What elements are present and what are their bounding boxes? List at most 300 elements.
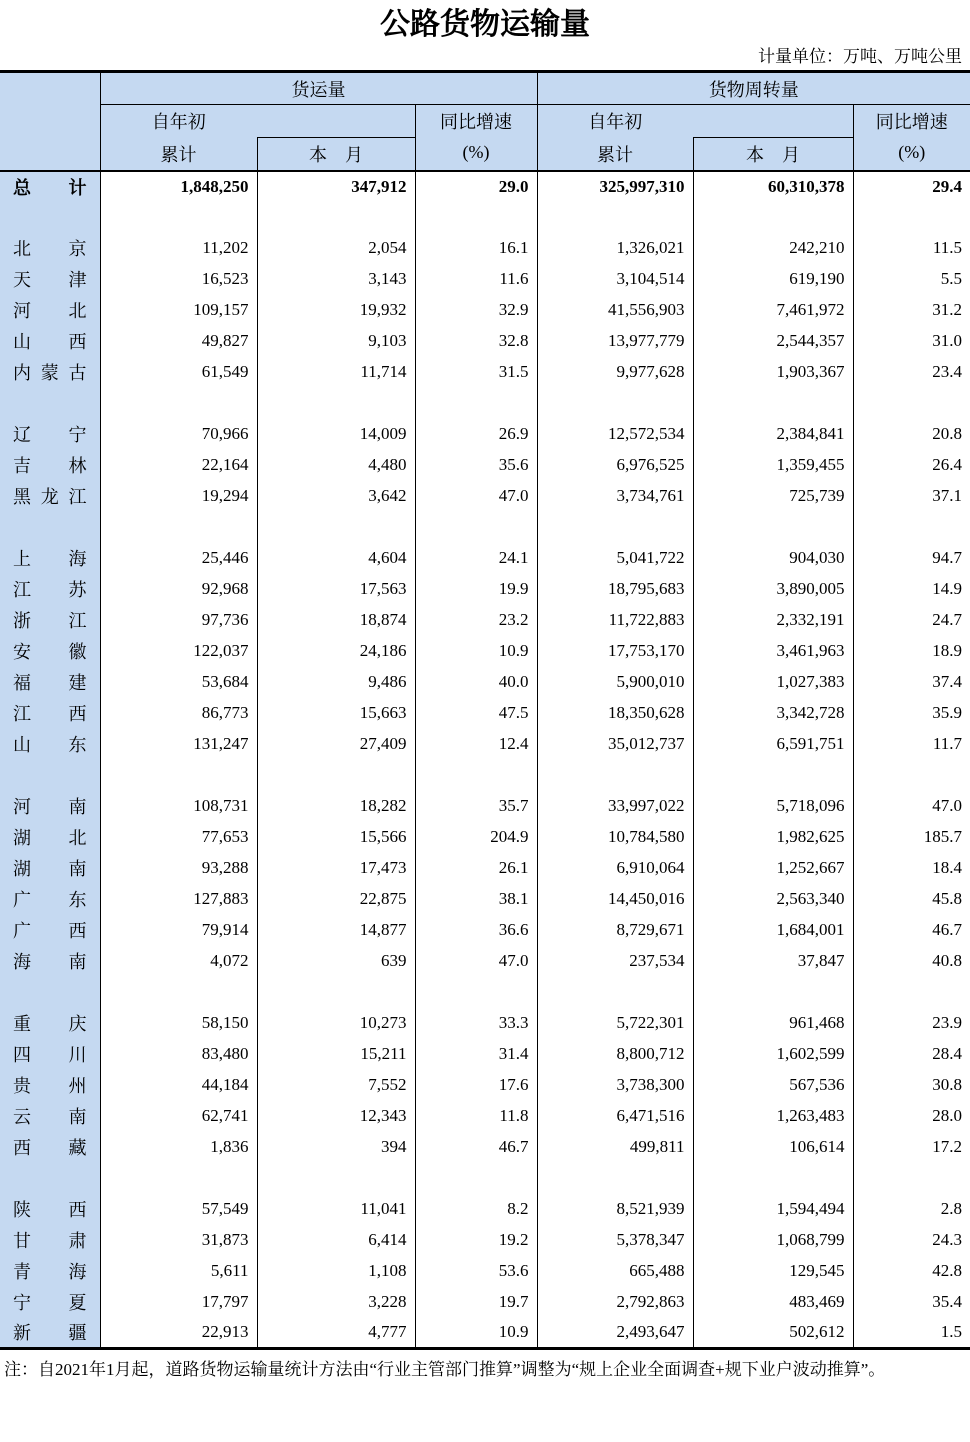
cell-货物周转量-本月: 904,030: [693, 543, 853, 574]
cell-货物周转量-本月: 483,469: [693, 1287, 853, 1318]
cell-货物周转量-同比增速(%): 94.7: [932, 548, 963, 567]
table-row: [0, 884, 970, 915]
cell-货运量-自年初累计: [100, 202, 257, 233]
cell-货运量-本月: 10,273: [257, 1008, 415, 1039]
cell-货物周转量-同比增速(%): 17.2: [932, 1137, 963, 1156]
cell-货物周转量-本月: 1,263,483: [693, 1101, 853, 1132]
cell-货物周转量-自年初累计: 14,450,016: [537, 884, 693, 915]
cell-货运量-同比增速(%): 29.0: [415, 171, 537, 202]
cell-货物周转量-自年初累计: 5,900,010: [537, 667, 693, 698]
cell-货物周转量-自年初累计: 10,784,580: [537, 822, 693, 853]
cell-货物周转量-同比增速(%): 14.9: [932, 579, 963, 598]
cell-货运量-同比增速(%): 204.9: [415, 822, 537, 853]
cell-货运量-同比增速(%): [415, 1163, 537, 1194]
yoy-volume-line2: (%): [462, 142, 490, 163]
spacer-row: [0, 388, 970, 419]
cell-货物周转量-自年初累计: 665,488: [537, 1256, 693, 1287]
yoy-turnover-line2: (%): [898, 142, 926, 163]
row-label: 海南: [0, 946, 100, 977]
cell-货运量-本月: 11,041: [257, 1194, 415, 1225]
cell-货运量-同比增速(%): [415, 388, 537, 419]
table-row: [0, 1256, 970, 1287]
cell-货运量-自年初累计: 83,480: [100, 1039, 257, 1070]
cell-货运量-自年初累计: [100, 512, 257, 543]
cell-货运量-自年初累计: 22,913: [100, 1318, 257, 1349]
table-row: [0, 1008, 970, 1039]
row-label: 湖南: [0, 853, 100, 884]
cell-货运量-本月: 18,282: [257, 791, 415, 822]
table-row: [0, 295, 970, 326]
cell-货运量-同比增速(%): 11.6: [415, 264, 537, 295]
row-label: 总计: [0, 171, 100, 202]
cell-货运量-自年初累计: 70,966: [100, 419, 257, 450]
row-label: [0, 1163, 100, 1194]
cell-货物周转量-本月: 1,602,599: [693, 1039, 853, 1070]
col-header-cumulative-turnover: 累计: [537, 138, 693, 171]
cell-货运量-同比增速(%): 24.1: [415, 543, 537, 574]
cell-货物周转量-自年初累计: 8,800,712: [537, 1039, 693, 1070]
cell-货物周转量-同比增速(%): 30.8: [932, 1075, 963, 1094]
cell-货物周转量-本月: 3,461,963: [693, 636, 853, 667]
group-header-freight-volume: 货运量: [100, 72, 537, 105]
cell-货运量-同比增速(%): 33.3: [415, 1008, 537, 1039]
cell-货物周转量-自年初累计: 12,572,534: [537, 419, 693, 450]
cell-货物周转量-同比增速(%): 18.9: [932, 641, 963, 660]
cell-货物周转量-同比增速(%): 23.4: [932, 362, 963, 381]
cell-货物周转量-同比增速(%): [853, 977, 970, 1008]
cell-货物周转量-本月: 1,068,799: [693, 1225, 853, 1256]
cell-货物周转量-本月: 3,342,728: [693, 698, 853, 729]
cell-货物周转量-本月: 60,310,378: [693, 171, 853, 202]
cell-货运量-本月: 394: [257, 1132, 415, 1163]
cell-货物周转量-本月: 1,684,001: [693, 915, 853, 946]
cell-货物周转量-同比增速(%): 2.8: [940, 1199, 963, 1218]
table-row: [0, 1194, 970, 1225]
cell-货运量-本月: [257, 202, 415, 233]
cell-货运量-本月: 347,912: [257, 171, 415, 202]
cell-货运量-自年初累计: 53,684: [100, 667, 257, 698]
cell-货运量-自年初累计: [100, 388, 257, 419]
cell-货运量-本月: 6,414: [257, 1225, 415, 1256]
cell-货运量-本月: 3,642: [257, 481, 415, 512]
cell-货物周转量-同比增速(%): 11.5: [932, 238, 963, 257]
corner-cell: [0, 72, 100, 171]
table-row: [0, 543, 970, 574]
cell-货运量-本月: [257, 388, 415, 419]
cell-货物周转量-本月: 1,359,455: [693, 450, 853, 481]
cell-货物周转量-本月: 2,384,841: [693, 419, 853, 450]
cell-货物周转量-同比增速(%): 24.7: [932, 610, 963, 629]
cell-货运量-自年初累计: 97,736: [100, 605, 257, 636]
header-group-row: [0, 72, 970, 105]
group-header-freight-turnover: 货物周转量: [537, 72, 970, 105]
cell-货物周转量-同比增速(%): 20.8: [932, 424, 963, 443]
cell-货物周转量-同比增速(%): 40.8: [932, 951, 963, 970]
cell-货运量-本月: 2,054: [257, 233, 415, 264]
cell-货物周转量-本月: [693, 202, 853, 233]
cell-货运量-同比增速(%): 40.0: [415, 667, 537, 698]
cell-货运量-自年初累计: 93,288: [100, 853, 257, 884]
cell-货物周转量-自年初累计: 5,378,347: [537, 1225, 693, 1256]
table-row: [0, 171, 970, 202]
row-label: 江西: [0, 698, 100, 729]
cell-货物周转量-自年初累计: [537, 388, 693, 419]
row-label: 辽宁: [0, 419, 100, 450]
cell-货物周转量-本月: 3,890,005: [693, 574, 853, 605]
cell-货物周转量-自年初累计: 35,012,737: [537, 729, 693, 760]
cell-货运量-本月: 9,103: [257, 326, 415, 357]
table-row: [0, 1287, 970, 1318]
cell-货物周转量-同比增速(%): 37.1: [932, 486, 963, 505]
row-label: 安徽: [0, 636, 100, 667]
row-label: 广西: [0, 915, 100, 946]
cell-货物周转量-本月: [693, 977, 853, 1008]
cell-货物周转量-同比增速(%): 24.3: [932, 1230, 963, 1249]
row-label: 陕西: [0, 1194, 100, 1225]
row-label: 贵州: [0, 1070, 100, 1101]
cell-货运量-自年初累计: 58,150: [100, 1008, 257, 1039]
cell-货物周转量-本月: 37,847: [693, 946, 853, 977]
cell-货运量-同比增速(%): 26.9: [415, 419, 537, 450]
cell-货运量-自年初累计: 44,184: [100, 1070, 257, 1101]
cell-货物周转量-自年初累计: 3,734,761: [537, 481, 693, 512]
cell-货物周转量-同比增速(%): 47.0: [932, 796, 963, 815]
cell-货物周转量-本月: 1,027,383: [693, 667, 853, 698]
cell-货运量-自年初累计: 122,037: [100, 636, 257, 667]
cell-货物周转量-自年初累计: 9,977,628: [537, 357, 693, 388]
cell-货运量-同比增速(%): 47.0: [415, 946, 537, 977]
cell-货运量-自年初累计: 31,873: [100, 1225, 257, 1256]
cell-货物周转量-自年初累计: [537, 760, 693, 791]
cell-货运量-同比增速(%): 17.6: [415, 1070, 537, 1101]
cell-货物周转量-同比增速(%): 35.4: [932, 1292, 963, 1311]
cell-货运量-本月: 4,480: [257, 450, 415, 481]
table-row: [0, 667, 970, 698]
cell-货物周转量-自年初累计: 8,729,671: [537, 915, 693, 946]
cell-货运量-同比增速(%): 8.2: [415, 1194, 537, 1225]
spacer-row: [0, 760, 970, 791]
cell-货运量-本月: 12,343: [257, 1101, 415, 1132]
cell-货物周转量-同比增速(%): 29.4: [932, 176, 963, 196]
row-label: [0, 977, 100, 1008]
cell-货物周转量-自年初累计: 5,041,722: [537, 543, 693, 574]
cell-货运量-同比增速(%): [415, 760, 537, 791]
row-label: 宁夏: [0, 1287, 100, 1318]
cell-货运量-本月: 19,932: [257, 295, 415, 326]
cell-货运量-自年初累计: 61,549: [100, 357, 257, 388]
cell-货运量-本月: 639: [257, 946, 415, 977]
table-row: [0, 1101, 970, 1132]
cell-货运量-自年初累计: 1,836: [100, 1132, 257, 1163]
cell-货运量-本月: 9,486: [257, 667, 415, 698]
cell-货物周转量-同比增速(%): 11.7: [932, 734, 963, 753]
row-label: 福建: [0, 667, 100, 698]
cell-货运量-自年初累计: 131,247: [100, 729, 257, 760]
cell-货运量-自年初累计: 86,773: [100, 698, 257, 729]
cell-货运量-自年初累计: [100, 1163, 257, 1194]
row-label: [0, 202, 100, 233]
cell-货运量-本月: 17,563: [257, 574, 415, 605]
row-label: [0, 388, 100, 419]
cell-货物周转量-本月: 961,468: [693, 1008, 853, 1039]
row-label: 内蒙古: [0, 357, 100, 388]
row-label: [0, 760, 100, 791]
cell-货物周转量-自年初累计: 18,350,628: [537, 698, 693, 729]
cell-货物周转量-本月: 567,536: [693, 1070, 853, 1101]
cell-货物周转量-同比增速(%): 18.4: [932, 858, 963, 877]
cell-货物周转量-自年初累计: 11,722,883: [537, 605, 693, 636]
cell-货运量-自年初累计: 25,446: [100, 543, 257, 574]
cell-货运量-本月: [257, 512, 415, 543]
table-row: [0, 605, 970, 636]
cell-货运量-本月: 17,473: [257, 853, 415, 884]
cell-货物周转量-本月: 1,252,667: [693, 853, 853, 884]
footnote: 注：自2021年1月起，道路货物运输量统计方法由“行业主管部门推算”调整为“规上企业全面调查+规下业户波动推算”。: [4, 1360, 886, 1379]
cell-货物周转量-自年初累计: 6,910,064: [537, 853, 693, 884]
cell-货物周转量-自年初累计: 13,977,779: [537, 326, 693, 357]
row-label: 四川: [0, 1039, 100, 1070]
table-row: [0, 233, 970, 264]
cell-货物周转量-自年初累计: 6,471,516: [537, 1101, 693, 1132]
cell-货物周转量-本月: 725,739: [693, 481, 853, 512]
cell-货运量-同比增速(%): 32.8: [415, 326, 537, 357]
unit-note: 计量单位：万吨、万吨公里: [758, 47, 962, 66]
cell-货运量-自年初累计: 127,883: [100, 884, 257, 915]
row-label: 河南: [0, 791, 100, 822]
col-header-yoy-volume: [415, 105, 537, 171]
cell-货运量-同比增速(%): 12.4: [415, 729, 537, 760]
cell-货运量-本月: 27,409: [257, 729, 415, 760]
cell-货物周转量-同比增速(%): 5.5: [940, 269, 963, 288]
table-row: [0, 729, 970, 760]
cell-货物周转量-本月: 129,545: [693, 1256, 853, 1287]
cell-货物周转量-本月: 1,903,367: [693, 357, 853, 388]
cell-货运量-同比增速(%): 31.5: [415, 357, 537, 388]
cell-货物周转量-自年初累计: 325,997,310: [537, 171, 693, 202]
cell-货物周转量-同比增速(%): 42.8: [932, 1261, 963, 1280]
table-row: [0, 1318, 970, 1349]
cell-货运量-同比增速(%): [415, 202, 537, 233]
cell-货运量-本月: 15,566: [257, 822, 415, 853]
row-label: 天津: [0, 264, 100, 295]
row-label: 上海: [0, 543, 100, 574]
cell-货运量-自年初累计: 1,848,250: [100, 171, 257, 202]
cell-货物周转量-本月: 6,591,751: [693, 729, 853, 760]
cell-货物周转量-自年初累计: [537, 977, 693, 1008]
cell-货物周转量-本月: 1,982,625: [693, 822, 853, 853]
cell-货运量-自年初累计: 16,523: [100, 264, 257, 295]
col-header-yoy-turnover: [853, 105, 970, 171]
cell-货运量-自年初累计: 17,797: [100, 1287, 257, 1318]
cell-货运量-自年初累计: 79,914: [100, 915, 257, 946]
cell-货运量-本月: 22,875: [257, 884, 415, 915]
cell-货运量-同比增速(%): 47.5: [415, 698, 537, 729]
cell-货物周转量-同比增速(%): 23.9: [932, 1013, 963, 1032]
cell-货运量-自年初累计: 108,731: [100, 791, 257, 822]
yoy-turnover-line1: 同比增速: [875, 112, 948, 133]
cell-货运量-自年初累计: 92,968: [100, 574, 257, 605]
cell-货物周转量-本月: 2,332,191: [693, 605, 853, 636]
cell-货物周转量-同比增速(%): [853, 760, 970, 791]
table-body: [0, 171, 970, 1349]
row-label: 浙江: [0, 605, 100, 636]
table-row: [0, 1132, 970, 1163]
cell-货物周转量-同比增速(%): 45.8: [932, 889, 963, 908]
row-label: 河北: [0, 295, 100, 326]
cell-货运量-同比增速(%): 10.9: [415, 636, 537, 667]
cell-货物周转量-同比增速(%): 46.7: [932, 920, 963, 939]
cell-货运量-自年初累计: 22,164: [100, 450, 257, 481]
cell-货物周转量-同比增速(%): [853, 512, 970, 543]
cell-货运量-本月: 15,663: [257, 698, 415, 729]
cell-货物周转量-同比增速(%): 28.4: [932, 1044, 963, 1063]
row-label: 湖北: [0, 822, 100, 853]
cell-货物周转量-本月: 619,190: [693, 264, 853, 295]
cell-货物周转量-自年初累计: 33,997,022: [537, 791, 693, 822]
col-header-cumulative-volume-top: 自年初: [100, 105, 257, 138]
cell-货物周转量-自年初累计: 2,493,647: [537, 1318, 693, 1349]
cell-货物周转量-自年初累计: 41,556,903: [537, 295, 693, 326]
col-header-cumulative-volume: 累计: [100, 138, 257, 171]
cell-货运量-自年初累计: 57,549: [100, 1194, 257, 1225]
cell-货运量-同比增速(%): 19.9: [415, 574, 537, 605]
col-header-month-turnover: 本 月: [693, 138, 853, 171]
col-header-cumulative-turnover-top: 自年初: [537, 105, 693, 138]
cell-货运量-同比增速(%): 35.6: [415, 450, 537, 481]
row-label: 北京: [0, 233, 100, 264]
row-label: 重庆: [0, 1008, 100, 1039]
cell-货物周转量-同比增速(%): 26.4: [932, 455, 963, 474]
cell-货运量-同比增速(%): 31.4: [415, 1039, 537, 1070]
cell-货物周转量-本月: 502,612: [693, 1318, 853, 1349]
cell-货物周转量-自年初累计: 5,722,301: [537, 1008, 693, 1039]
cell-货运量-同比增速(%): 10.9: [415, 1318, 537, 1349]
cell-货物周转量-本月: 2,563,340: [693, 884, 853, 915]
cell-货运量-本月: [257, 1163, 415, 1194]
row-label: 云南: [0, 1101, 100, 1132]
table-row: [0, 1225, 970, 1256]
table-row: [0, 450, 970, 481]
cell-货运量-本月: 15,211: [257, 1039, 415, 1070]
cell-货物周转量-同比增速(%): 31.0: [932, 331, 963, 350]
table-row: [0, 853, 970, 884]
row-label: 江苏: [0, 574, 100, 605]
table-row: [0, 636, 970, 667]
row-label: 青海: [0, 1256, 100, 1287]
table-row: [0, 264, 970, 295]
cell-货运量-同比增速(%): 47.0: [415, 481, 537, 512]
cell-货物周转量-本月: 7,461,972: [693, 295, 853, 326]
cell-货物周转量-同比增速(%): 31.2: [932, 300, 963, 319]
table-row: [0, 1039, 970, 1070]
spacer-row: [0, 202, 970, 233]
cell-货运量-自年初累计: 77,653: [100, 822, 257, 853]
cell-货物周转量-本月: [693, 388, 853, 419]
cell-货运量-本月: 24,186: [257, 636, 415, 667]
cell-货运量-本月: 11,714: [257, 357, 415, 388]
cell-货运量-本月: 14,877: [257, 915, 415, 946]
cell-货物周转量-自年初累计: 3,104,514: [537, 264, 693, 295]
row-label: 山东: [0, 729, 100, 760]
yoy-volume-line1: 同比增速: [440, 112, 512, 133]
cell-货物周转量-自年初累计: 17,753,170: [537, 636, 693, 667]
header-spacer-turnover: [693, 105, 853, 138]
cell-货物周转量-自年初累计: 237,534: [537, 946, 693, 977]
row-label: 甘肃: [0, 1225, 100, 1256]
cell-货物周转量-本月: 106,614: [693, 1132, 853, 1163]
cell-货运量-本月: 3,228: [257, 1287, 415, 1318]
row-label: 吉林: [0, 450, 100, 481]
cell-货物周转量-本月: 5,718,096: [693, 791, 853, 822]
cell-货运量-同比增速(%): 23.2: [415, 605, 537, 636]
cell-货物周转量-同比增速(%): 35.9: [932, 703, 963, 722]
header-spacer-volume: [257, 105, 415, 138]
cell-货运量-同比增速(%): 26.1: [415, 853, 537, 884]
cell-货运量-同比增速(%): 19.2: [415, 1225, 537, 1256]
cell-货运量-同比增速(%): [415, 512, 537, 543]
cell-货运量-本月: 4,777: [257, 1318, 415, 1349]
cell-货运量-自年初累计: [100, 977, 257, 1008]
cell-货物周转量-自年初累计: [537, 202, 693, 233]
cell-货运量-同比增速(%): 32.9: [415, 295, 537, 326]
row-label: 新疆: [0, 1318, 100, 1349]
cell-货物周转量-自年初累计: [537, 1163, 693, 1194]
cell-货运量-本月: 4,604: [257, 543, 415, 574]
table-row: [0, 698, 970, 729]
cell-货物周转量-自年初累计: 3,738,300: [537, 1070, 693, 1101]
cell-货物周转量-自年初累计: 1,326,021: [537, 233, 693, 264]
cell-货运量-本月: [257, 760, 415, 791]
cell-货运量-自年初累计: 19,294: [100, 481, 257, 512]
cell-货运量-本月: 1,108: [257, 1256, 415, 1287]
cell-货物周转量-自年初累计: 6,976,525: [537, 450, 693, 481]
table-row: [0, 791, 970, 822]
page-title: 公路货物运输量: [380, 8, 590, 41]
cell-货物周转量-同比增速(%): [853, 1163, 970, 1194]
table-row: [0, 574, 970, 605]
table-row: [0, 481, 970, 512]
table-row: [0, 915, 970, 946]
table-row: [0, 1070, 970, 1101]
cell-货物周转量-同比增速(%): 28.0: [932, 1106, 963, 1125]
table-row: [0, 357, 970, 388]
header-sub-row-top: [0, 105, 970, 138]
cell-货物周转量-同比增速(%): [853, 388, 970, 419]
cell-货运量-本月: [257, 977, 415, 1008]
cell-货物周转量-本月: 2,544,357: [693, 326, 853, 357]
cell-货运量-自年初累计: [100, 760, 257, 791]
cell-货运量-同比增速(%): 53.6: [415, 1256, 537, 1287]
table-row: [0, 822, 970, 853]
cell-货运量-自年初累计: 11,202: [100, 233, 257, 264]
cell-货运量-同比增速(%): 38.1: [415, 884, 537, 915]
cell-货运量-自年初累计: 109,157: [100, 295, 257, 326]
cell-货运量-同比增速(%): 46.7: [415, 1132, 537, 1163]
table-header: [0, 72, 970, 171]
row-label: 广东: [0, 884, 100, 915]
cell-货物周转量-本月: 242,210: [693, 233, 853, 264]
cell-货运量-本月: 3,143: [257, 264, 415, 295]
cell-货运量-同比增速(%): 19.7: [415, 1287, 537, 1318]
spacer-row: [0, 512, 970, 543]
cell-货物周转量-自年初累计: 499,811: [537, 1132, 693, 1163]
cell-货物周转量-同比增速(%): 37.4: [932, 672, 963, 691]
row-label: 西藏: [0, 1132, 100, 1163]
cell-货物周转量-自年初累计: 18,795,683: [537, 574, 693, 605]
cell-货物周转量-本月: [693, 1163, 853, 1194]
cell-货运量-同比增速(%): 11.8: [415, 1101, 537, 1132]
cell-货运量-本月: 14,009: [257, 419, 415, 450]
